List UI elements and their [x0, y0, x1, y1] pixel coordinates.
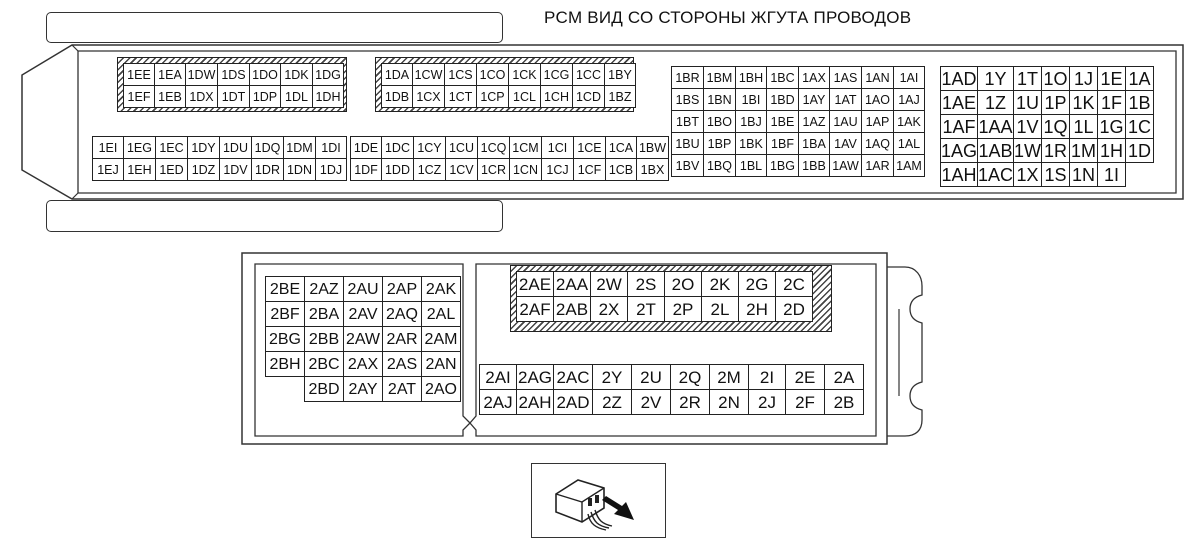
pin-cell: 1N — [1070, 163, 1098, 187]
pin-cell: 2C — [776, 272, 813, 297]
pin-cell: 2AK — [422, 277, 461, 302]
pin-cell: 1BJ — [736, 111, 767, 133]
pin-cell: 1Y — [978, 67, 1014, 91]
connector-plug-icon — [532, 464, 665, 537]
pin-cell: 1W — [1014, 140, 1042, 161]
pin-cell: 1AJ — [894, 89, 925, 111]
pin-cell: 2AA — [554, 272, 591, 297]
pin-cell: 1C — [1126, 115, 1154, 139]
pin-cell: 2AN — [422, 352, 461, 377]
pin-cell: 1DN — [284, 159, 316, 181]
connector-1-block-e-row — [672, 67, 925, 89]
pin-cell: 1AX — [799, 67, 830, 89]
pin-cell: 2AQ — [383, 302, 422, 327]
pin-cell: 1DF — [351, 159, 382, 181]
pin-cell: 1CO — [477, 64, 509, 86]
pin-cell: 1CD — [573, 86, 605, 108]
connector-1-block-c-row — [93, 137, 347, 159]
pin-cell: 1DD — [382, 159, 414, 181]
pin-cell: 1DJ — [316, 159, 347, 181]
pin-cell: 1BZ — [605, 86, 636, 108]
connector-1-block-b — [381, 63, 636, 108]
pin-cell: 1DA — [382, 64, 413, 86]
connector-1-block-c — [92, 136, 347, 181]
connector-2-bottom-block — [479, 364, 864, 415]
connector-2-left-block — [265, 276, 461, 402]
pin-cell: 1AY — [799, 89, 830, 111]
pin-cell: 1DX — [186, 86, 218, 108]
pin-cell: 1U — [1014, 91, 1042, 115]
pin-cell: 1O — [1043, 68, 1068, 89]
pin-cell: 1G — [1099, 116, 1124, 137]
pin-cell: 1DZ — [188, 159, 220, 181]
connector-2-left-block-row — [266, 302, 461, 327]
diagram-title: PCM ВИД СО СТОРОНЫ ЖГУТА ПРОВОДОВ — [544, 8, 912, 27]
pin-cell: 2V — [632, 390, 671, 415]
pin-cell: 2Z — [593, 390, 632, 415]
pin-cell: 1BT — [672, 111, 704, 133]
pin-cell: 1BQ — [704, 155, 736, 177]
pin-cell: 1AO — [862, 89, 894, 111]
pin-cell: 1T — [1014, 67, 1042, 91]
pin-cell: 1CV — [446, 159, 478, 181]
pin-cell: 2AM — [422, 327, 461, 352]
pin-cell: 1BF — [767, 133, 799, 155]
pin-cell: 1CL — [509, 86, 541, 108]
pin-cell: 2BF — [266, 302, 305, 327]
pin-cell: 1AL — [894, 133, 925, 155]
pin-cell: 1BB — [799, 155, 830, 177]
pin-cell: 2Y — [593, 365, 632, 390]
pin-cell: 2AT — [383, 377, 422, 402]
pin-cell: 1CR — [478, 159, 510, 181]
pin-cell: 1EC — [156, 137, 188, 159]
pin-cell: 1BK — [736, 133, 767, 155]
pin-cell: 1DH — [313, 86, 344, 108]
pin-cell: 1CZ — [414, 159, 446, 181]
pin-cell: 1AF — [941, 115, 978, 139]
pin-cell: 2L — [702, 297, 739, 322]
pin-cell: 2B — [825, 390, 864, 415]
connector-1-block-b-row — [382, 64, 636, 86]
pin-cell: 2A — [825, 365, 864, 390]
pin-cell: 1Z — [978, 91, 1014, 115]
pin-cell: 2BD — [305, 377, 344, 402]
pin-cell: 2F — [786, 390, 825, 415]
pin-cell: 1DL — [281, 86, 313, 108]
pin-cell: 2N — [710, 390, 749, 415]
pin-cell: 1CT — [445, 86, 477, 108]
pin-cell: 2G — [739, 272, 776, 297]
pin-cell: 1EB — [155, 86, 186, 108]
pin-cell: 1BD — [767, 89, 799, 111]
pin-cell: 1CP — [477, 86, 509, 108]
pin-cell: 2E — [786, 365, 825, 390]
pin-cell: 1CE — [574, 137, 606, 159]
pin-cell: 1L — [1070, 115, 1098, 139]
pin-cell: 2BG — [266, 327, 305, 352]
pin-cell: 1ED — [156, 159, 188, 181]
pin-cell: 1BU — [672, 133, 704, 155]
pin-cell: 2AR — [383, 327, 422, 352]
pin-cell: 2AB — [554, 297, 591, 322]
pin-cell: 1A — [1126, 67, 1154, 91]
pin-cell: 2AG — [517, 365, 554, 390]
pin-cell: 1J — [1070, 67, 1098, 91]
pin-cell: 1DT — [218, 86, 250, 108]
connector-2-left-block-row — [266, 277, 461, 302]
pin-cell: 2AC — [554, 365, 593, 390]
pin-cell: 1BH — [736, 67, 767, 89]
pin-cell: 2AO — [422, 377, 461, 402]
pin-cell: 1BL — [736, 155, 767, 177]
pin-cell: 2K — [702, 272, 739, 297]
pin-cell: 1CF — [574, 159, 606, 181]
pin-cell: 1BN — [704, 89, 736, 111]
pin-cell: 1B — [1126, 91, 1154, 115]
pin-cell: 2P — [665, 297, 702, 322]
connector-1-block-a — [123, 63, 344, 108]
pin-cell: 1DG — [313, 64, 344, 86]
pin-cell: 1CB — [606, 159, 637, 181]
pin-cell: 1AT — [830, 89, 862, 111]
pin-cell: 1DK — [281, 64, 313, 86]
pin-cell: 2M — [710, 365, 749, 390]
connector-1-block-f-row — [941, 67, 1154, 91]
connector-1-block-e-row — [672, 155, 925, 177]
pin-cell: 2AI — [480, 365, 517, 390]
pin-cell: 1DE — [351, 137, 382, 159]
connector-1-block-d-row — [351, 137, 669, 159]
harness-side-connector-icon — [531, 463, 666, 538]
pin-cell: 1AC — [978, 164, 1014, 185]
connector-2-bottom-block-row — [480, 390, 864, 415]
connector-2-bottom-block-row — [480, 365, 864, 390]
connector-1-block-f-row — [941, 139, 1154, 163]
pin-cell: 1AS — [830, 67, 862, 89]
pin-cell: 2AY — [344, 377, 383, 402]
pin-cell: 2BA — [305, 302, 344, 327]
pin-cell: 1DW — [186, 64, 218, 86]
pin-cell: 2BE — [266, 277, 305, 302]
pin-cell: 2BH — [266, 352, 305, 377]
pin-cell: 1AM — [894, 155, 925, 177]
pin-cell: 1V — [1014, 115, 1042, 139]
pin-cell: 1AP — [862, 111, 894, 133]
pin-cell: 2AZ — [305, 277, 344, 302]
pin-cell: 1BO — [704, 111, 736, 133]
pin-cell: 2AP — [383, 277, 422, 302]
pin-cell: 1CA — [606, 137, 637, 159]
arrow-icon — [600, 494, 640, 524]
pin-cell: 2AW — [344, 327, 383, 352]
connector-2-top-block — [516, 271, 813, 322]
pin-cell: 2X — [591, 297, 628, 322]
connector-1-block-e-row — [672, 133, 925, 155]
pin-cell: 1CH — [541, 86, 573, 108]
pin-cell: 1BW — [637, 137, 669, 159]
pin-cell: 2S — [628, 272, 665, 297]
pin-cell: 1DM — [284, 137, 316, 159]
pin-cell: 1CW — [413, 64, 445, 86]
pin-cell: 1DV — [220, 159, 252, 181]
connector-1-block-f — [940, 66, 1154, 187]
pin-cell: 2D — [776, 297, 813, 322]
pin-cell: 2J — [749, 390, 786, 415]
pin-cell: 2BC — [305, 352, 344, 377]
connector-1-block-d — [350, 136, 669, 181]
pin-cell: 1E — [1098, 67, 1126, 91]
pin-cell: 1D — [1126, 139, 1154, 163]
pin-cell: 1DC — [382, 137, 414, 159]
connector-1-block-f-row — [941, 115, 1154, 139]
connector-1-block-f-row — [941, 163, 1154, 187]
pin-cell: 1AG — [941, 140, 978, 161]
connector-2-left-block-row — [266, 352, 461, 377]
pin-cell: 1AR — [862, 155, 894, 177]
pin-cell: 2AJ — [480, 390, 517, 415]
pin-cell: 1CU — [446, 137, 478, 159]
connector-2-top-block-row — [517, 272, 813, 297]
pin-cell: 1CN — [510, 159, 542, 181]
connector-1-block-a-row — [124, 86, 344, 108]
pin-cell: 2AL — [422, 302, 461, 327]
pin-cell: 1AV — [830, 133, 862, 155]
pin-cell: 1EH — [124, 159, 156, 181]
pin-cell: 2AE — [517, 272, 554, 297]
pin-cell: 2AD — [554, 390, 593, 415]
pin-cell: 1CS — [445, 64, 477, 86]
pin-cell: 2O — [665, 272, 702, 297]
pin-cell: 1AZ — [799, 111, 830, 133]
pin-cell: 1EI — [93, 137, 124, 159]
pin-cell: 1CK — [509, 64, 541, 86]
pin-cell: 2T — [628, 297, 665, 322]
pin-cell: 1DY — [188, 137, 220, 159]
pin-cell: 2AX — [344, 352, 383, 377]
pin-cell: 1CI — [542, 137, 574, 159]
pin-cell: 1DQ — [252, 137, 284, 159]
pin-cell — [266, 377, 305, 402]
pin-cell: 1AU — [830, 111, 862, 133]
pin-cell: 1DR — [252, 159, 284, 181]
pin-cell: 1CC — [573, 64, 605, 86]
pin-cell: 1I — [1098, 163, 1126, 187]
pin-cell: 2H — [739, 297, 776, 322]
pin-cell: 1AA — [978, 116, 1013, 137]
pin-cell: 1BV — [672, 155, 704, 177]
pin-cell: 1Q — [1043, 116, 1068, 137]
pin-cell: 1EA — [155, 64, 186, 86]
connector-1-block-d-row — [351, 159, 669, 181]
pin-cell: 2AU — [344, 277, 383, 302]
pin-cell: 1CJ — [542, 159, 574, 181]
connector-1-block-a-row — [124, 64, 344, 86]
pin-cell: 1BM — [704, 67, 736, 89]
pin-cell: 2R — [671, 390, 710, 415]
pin-cell: 1DO — [250, 64, 281, 86]
pin-cell: 2AF — [517, 297, 554, 322]
pin-cell: 1BR — [672, 67, 704, 89]
pin-cell: 1AK — [894, 111, 925, 133]
pin-cell: 2I — [749, 365, 786, 390]
pin-cell: 1CM — [510, 137, 542, 159]
pin-cell: 1EG — [124, 137, 156, 159]
pin-cell: 1BA — [799, 133, 830, 155]
connector-1-block-c-row — [93, 159, 347, 181]
pin-cell: 2W — [591, 272, 628, 297]
pin-cell: 1S — [1042, 163, 1070, 187]
connector-1-block-e-row — [672, 111, 925, 133]
pin-cell: 1BE — [767, 111, 799, 133]
pin-cell: 1AW — [830, 155, 862, 177]
pin-cell: 2Q — [671, 365, 710, 390]
pin-cell: 1BI — [736, 89, 767, 111]
pin-cell: 1EJ — [93, 159, 124, 181]
pin-cell — [1126, 163, 1154, 187]
pin-cell: 1AE — [942, 92, 977, 113]
connector-1-block-e — [671, 66, 925, 177]
pin-cell: 1CY — [414, 137, 446, 159]
pin-cell: 2AS — [383, 352, 422, 377]
pin-cell: 1H — [1098, 139, 1126, 163]
pin-cell: 1BP — [704, 133, 736, 155]
pin-cell: 1BY — [605, 64, 636, 86]
pin-cell: 2U — [632, 365, 671, 390]
pin-cell: 1EF — [124, 86, 155, 108]
pin-cell: 1CG — [541, 64, 573, 86]
pin-cell: 1DI — [316, 137, 347, 159]
pin-cell: 1P — [1042, 91, 1070, 115]
connector-2-left-block-row — [266, 377, 461, 402]
pin-cell: 1AD — [941, 68, 977, 89]
pin-cell: 1M — [1071, 140, 1097, 161]
pin-cell: 1AN — [862, 67, 894, 89]
pin-cell: 2BB — [305, 327, 344, 352]
pin-cell: 1DU — [220, 137, 252, 159]
pin-cell: 1BX — [637, 159, 669, 181]
pin-cell: 1AQ — [862, 133, 894, 155]
pin-cell: 1CQ — [478, 137, 510, 159]
connector-2-top-block-row — [517, 297, 813, 322]
pin-cell: 1F — [1098, 91, 1126, 115]
pin-cell: 1AH — [941, 164, 977, 185]
pin-cell: 2AV — [344, 302, 383, 327]
pin-cell: 1BG — [767, 155, 799, 177]
pin-cell: 1DP — [250, 86, 281, 108]
pin-cell: 1R — [1042, 139, 1070, 163]
pin-cell: 1CX — [413, 86, 445, 108]
pin-cell: 1DS — [218, 64, 250, 86]
connector-1-block-b-row — [382, 86, 636, 108]
connector-1-block-f-row — [941, 91, 1154, 115]
pin-cell: 1EE — [124, 64, 155, 86]
pin-cell: 1AI — [894, 67, 925, 89]
pin-cell: 1AB — [978, 140, 1013, 161]
pin-cell: 2AH — [517, 390, 554, 415]
pin-cell: 1BC — [767, 67, 799, 89]
pin-cell: 1DB — [382, 86, 413, 108]
connector-1-block-e-row — [672, 89, 925, 111]
pin-cell: 1X — [1014, 163, 1042, 187]
connector-2-left-block-row — [266, 327, 461, 352]
pin-cell: 1K — [1070, 91, 1098, 115]
pin-cell: 1BS — [672, 89, 704, 111]
